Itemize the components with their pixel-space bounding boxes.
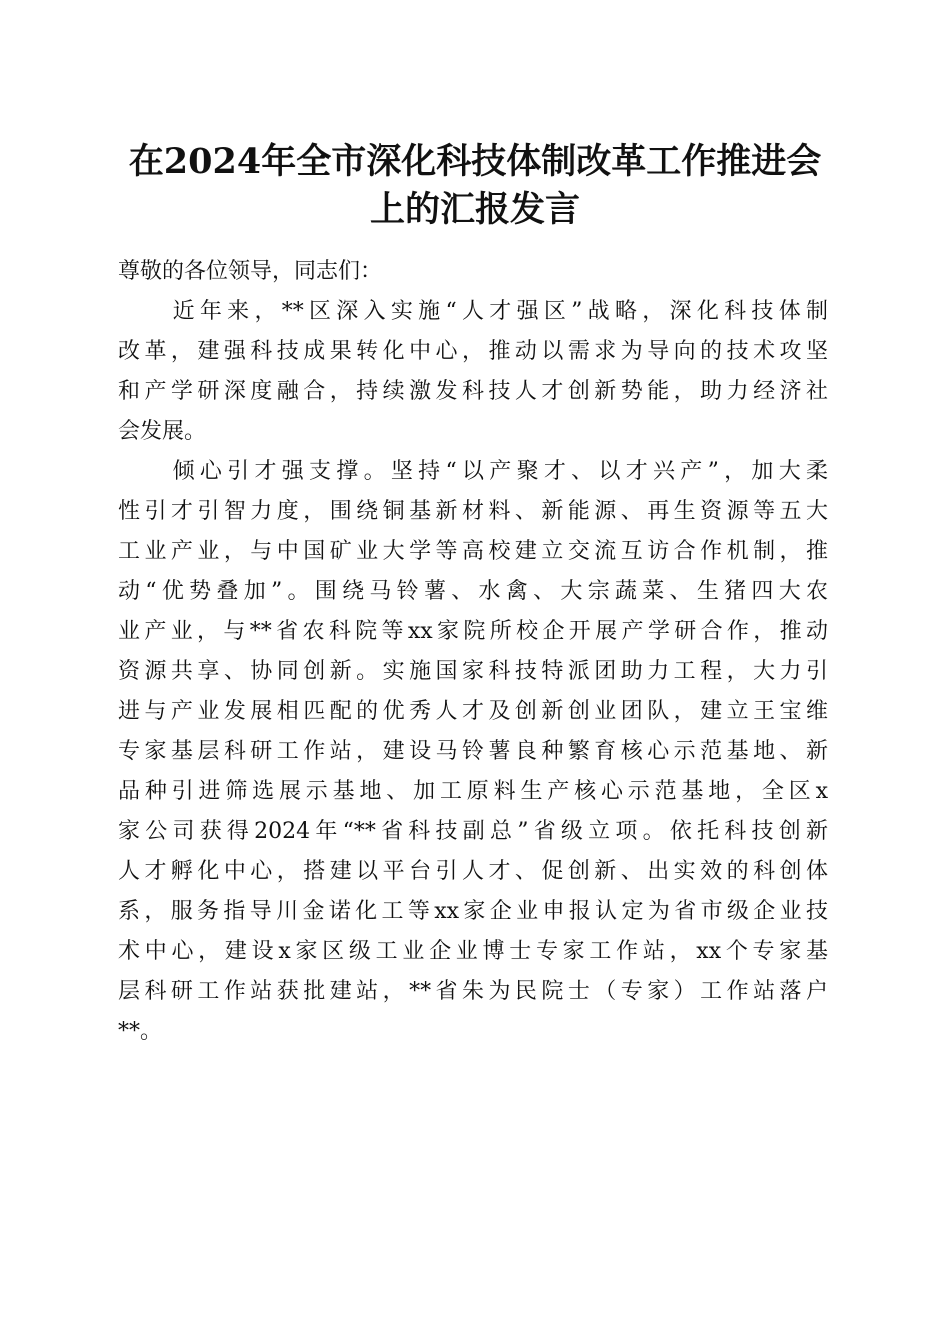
paragraph-line: 工业产业，与中国矿业大学等高校建立交流互访合作机制，推 [118, 539, 828, 564]
paragraph-line: 品种引进筛选展示基地、加工原料生产核心示范基地，全区x [118, 779, 828, 804]
paragraph-line: 资源共享、协同创新。实施国家科技特派团助力工程，大力引 [118, 659, 828, 684]
paragraph-2 [118, 452, 828, 1052]
document-body [118, 252, 828, 1052]
paragraph-line: 业产业，与**省农科院等xx家院所校企开展产学研合作，推动 [118, 619, 828, 644]
paragraph-line: 系，服务指导川金诺化工等xx家企业申报认定为省市级企业技 [118, 899, 828, 924]
paragraph-line: 家公司获得2024年“**省科技副总”省级立项。依托科技创新 [118, 819, 828, 844]
paragraph-line: 改革，建强科技成果转化中心，推动以需求为导向的技术攻坚 [118, 339, 828, 364]
paragraph-line: 专家基层科研工作站，建设马铃薯良种繁育核心示范基地、新 [118, 739, 828, 764]
paragraph-line: 动“优势叠加”。围绕马铃薯、水禽、大宗蔬菜、生猪四大农 [118, 579, 828, 604]
paragraph-line: 性引才引智力度，围绕铜基新材料、新能源、再生资源等五大 [118, 499, 828, 524]
paragraph-line: 进与产业发展相匹配的优秀人才及创新创业团队，建立王宝维 [118, 699, 828, 724]
paragraph-1 [118, 292, 828, 452]
paragraph-line: 和产学研深度融合，持续激发科技人才创新势能，助力经济社 [118, 379, 828, 404]
title-line-2: 上的汇报发言 [369, 189, 580, 230]
paragraph-line: 近年来，**区深入实施“人才强区”战略，深化科技体制 [118, 299, 828, 324]
salutation: 尊敬的各位领导，同志们： [118, 259, 383, 284]
paragraph-line: 倾心引才强支撑。坚持“以产聚才、以才兴产”，加大柔 [118, 459, 828, 484]
paragraph-line: 术中心，建设x家区级工业企业博士专家工作站，xx个专家基 [118, 939, 828, 964]
paragraph-line: 会发展。 [118, 419, 207, 444]
document-title [100, 138, 850, 234]
paragraph-line: **。 [118, 1019, 163, 1044]
paragraph-line: 层科研工作站获批建站，**省朱为民院士（专家）工作站落户 [118, 979, 828, 1004]
paragraph-line: 人才孵化中心，搭建以平台引人才、促创新、出实效的科创体 [118, 859, 828, 884]
title-line-1: 在2024年全市深化科技体制改革工作推进会 [128, 141, 822, 182]
